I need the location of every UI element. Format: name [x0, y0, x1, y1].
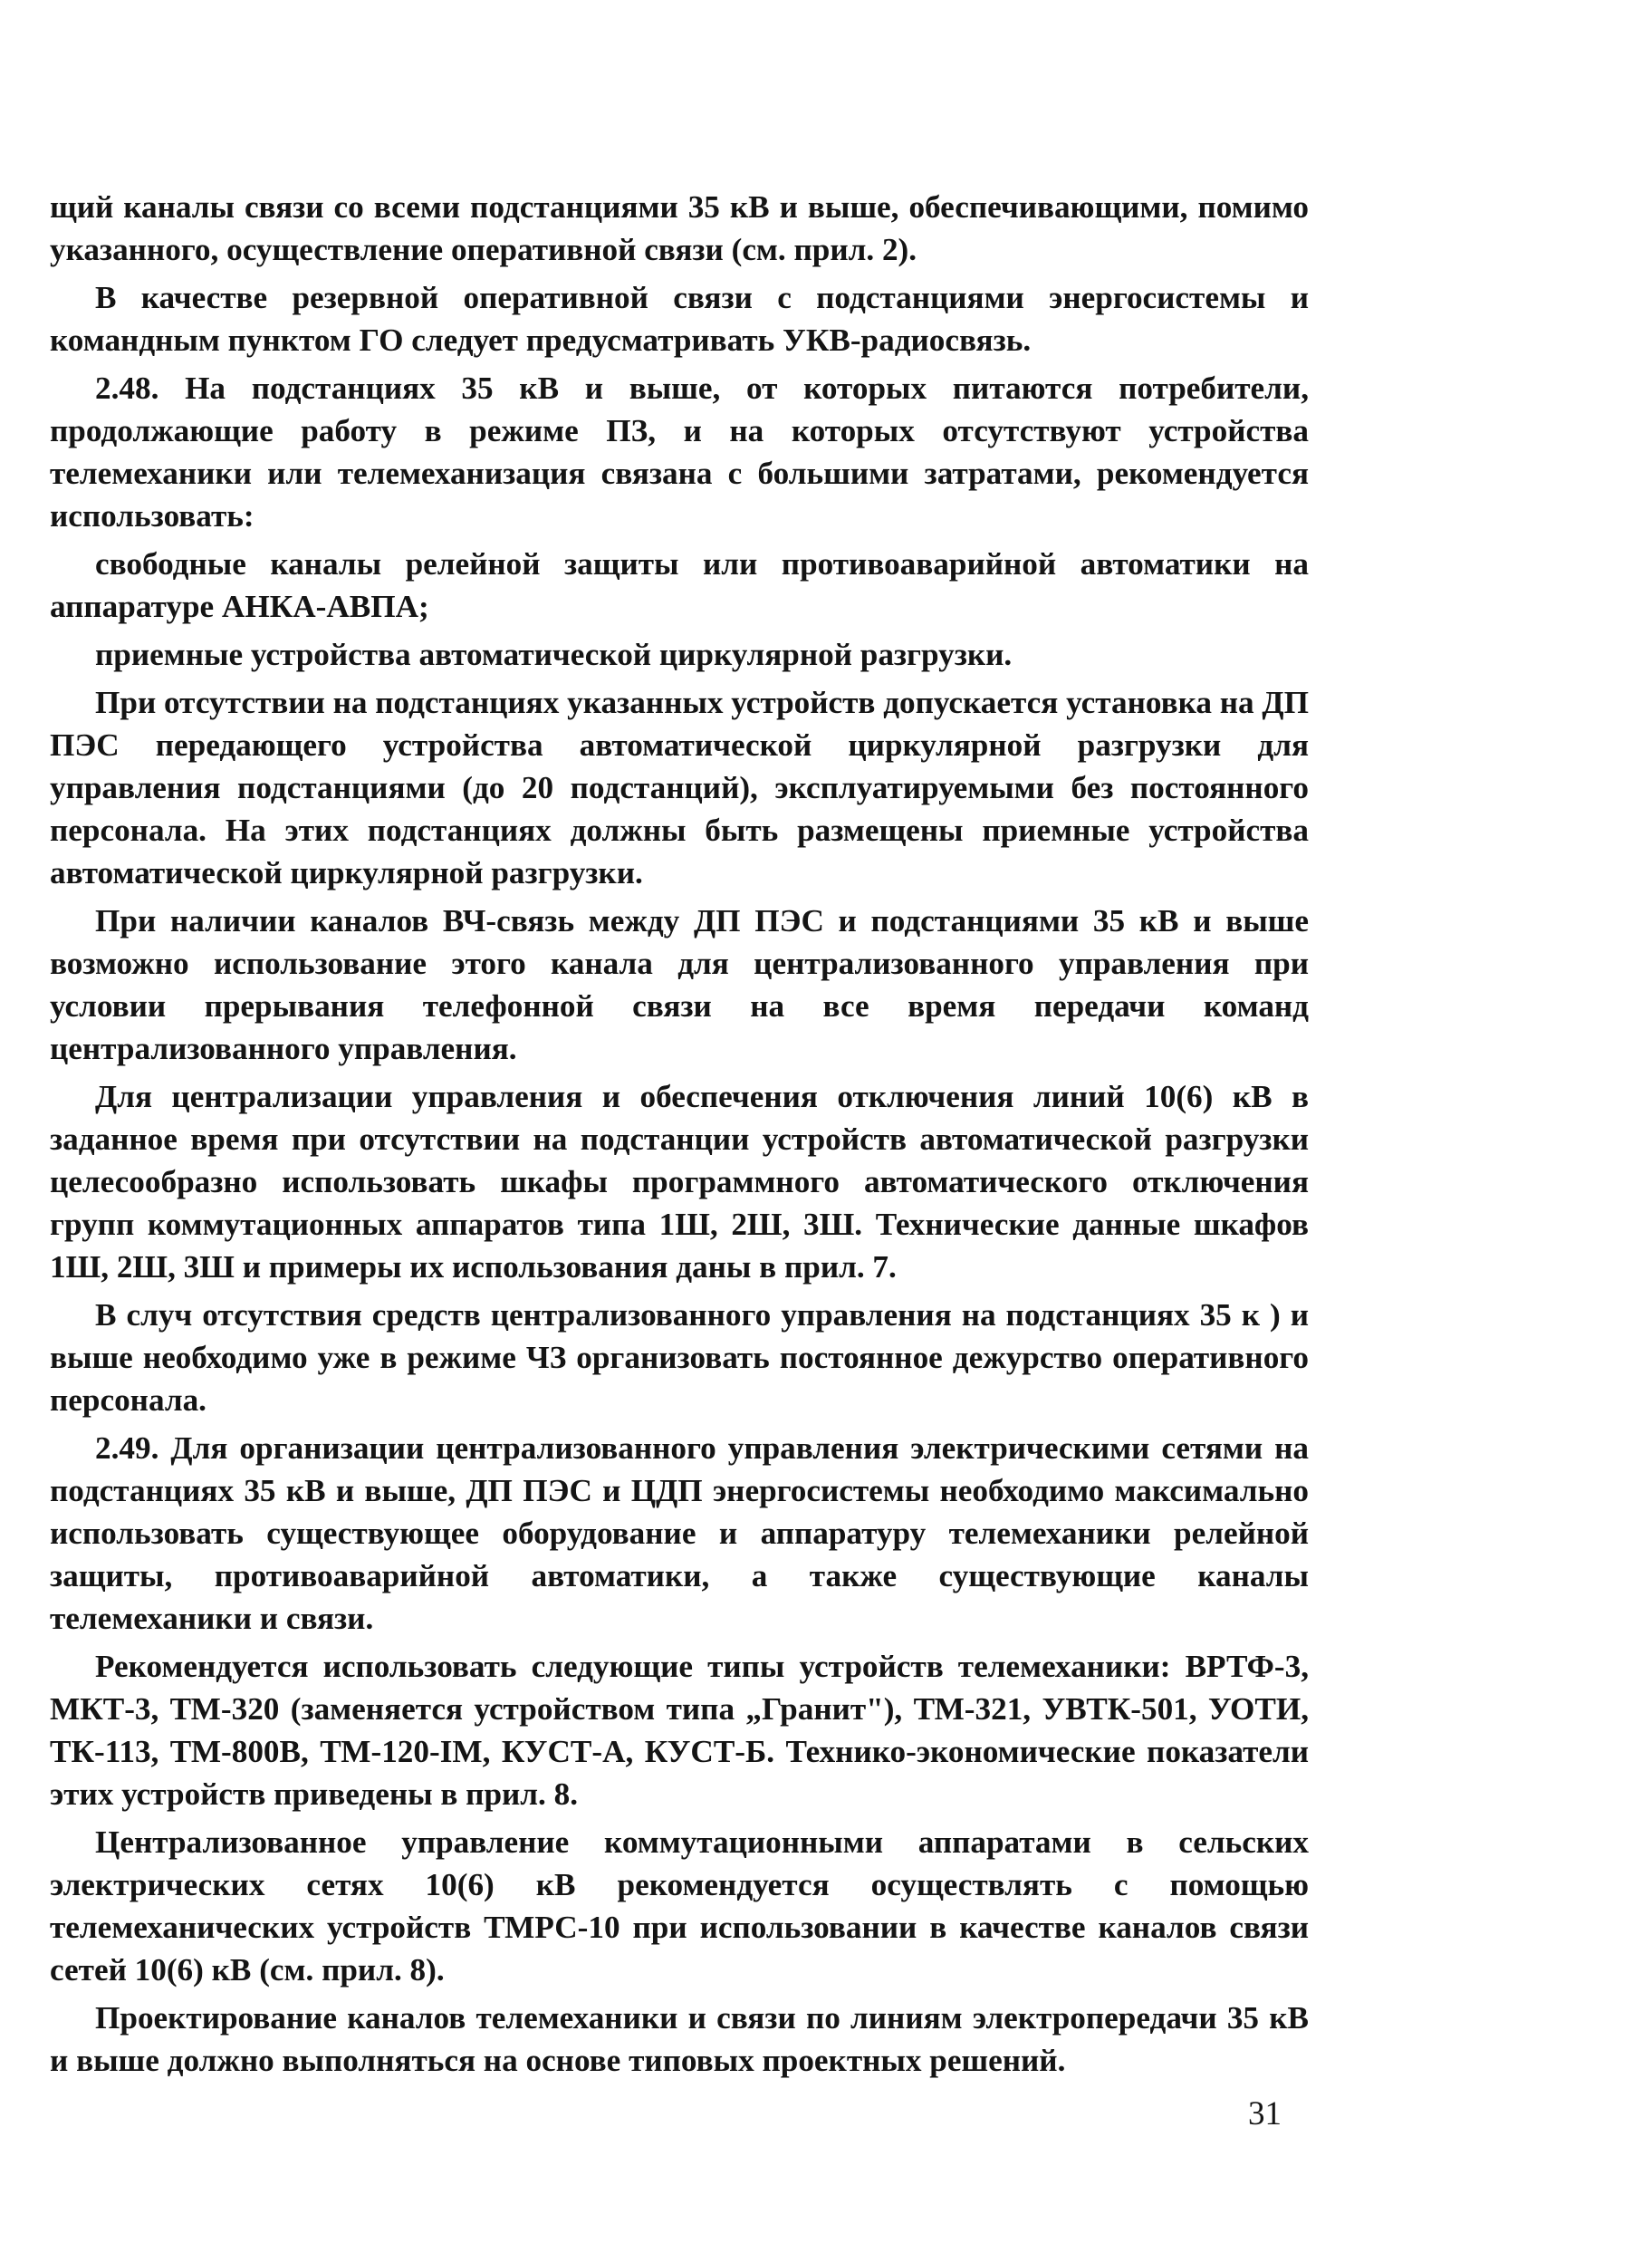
paragraph-11: Рекомендуется использовать следующие типы устройств телемеханики: ВРТФ-3, МКТ-3, ТМ-320 (заменяется устройством типа „Гранит"), ТМ-321, УВТК-501, УОТИ, ТК-113, ТМ-800В, ТМ-120-IМ, КУСТ-А, КУСТ-Б. Технико-экономические показатели этих устройств приведены в прил. 8. — [50, 1649, 1309, 1812]
section-number-2-48: 2.48. — [95, 371, 159, 406]
document-body — [50, 186, 1309, 2082]
paragraph-7: При наличии каналов ВЧ-связь между ДП ПЭС и подстанциями 35 кВ и выше возможно использование этого канала для централизованного управления при условии прерывания телефонной связи на все время передачи команд централизованного управления. — [50, 903, 1309, 1066]
paragraph-2: В качестве резервной оперативной связи с подстанциями энергосистемы и командным пунктом ГО следует предусматривать УКВ-радиосвязь. — [50, 280, 1309, 358]
list-item-2: приемные устройства автоматической циркулярной разгрузки. — [95, 637, 1013, 672]
paragraph-2-49 — [50, 1427, 1309, 1640]
paragraph-8: Для централизации управления и обеспечения отключения линий 10(6) кВ в заданное время при отсутствии на подстанции устройств автоматической разгрузки целесообразно использовать шкафы программного автоматического отключения групп коммутационных аппаратов типа 1Ш, 2Ш, 3Ш. Технические данные шкафов 1Ш, 2Ш, 3Ш и примеры их использования даны в прил. 7. — [50, 1079, 1309, 1285]
list-item-1: свободные каналы релейной защиты или противоаварийной автоматики на аппаратуре АНКА-АВПА; — [50, 546, 1309, 624]
paragraph-6: При отсутствии на подстанциях указанных устройств допускается установка на ДП ПЭС передающего устройства автоматической циркулярной разгрузки для управления подстанциями (до 20 подстанций), эксплуатируемыми без постоянного персонала. На этих подстанциях должны быть размещены приемные устройства автоматической циркулярной разгрузки. — [50, 685, 1309, 890]
paragraph-2-48 — [50, 367, 1309, 537]
paragraph-2-49-text: Для организации централизованного управления электрическими сетями на подстанциях 35 кВ и выше, ДП ПЭС и ЦДП энергосистемы необходимо максимально использовать существующее оборудование и аппаратуру телемеханики релейной защиты, противоаварийной автоматики, а также существующие каналы телемеханики и связи. — [50, 1430, 1310, 1636]
paragraph-13: Проектирование каналов телемеханики и связи по линиям электропередачи 35 кВ и выше должно выполняться на основе типовых проектных решений. — [50, 2000, 1309, 2078]
page-number: 31 — [1248, 2095, 1282, 2132]
paragraph-9: В случ отсутствия средств централизованного управления на подстанциях 35 к ) и выше необходимо уже в режиме ЧЗ организовать постоянное дежурство оперативного персонала. — [50, 1297, 1309, 1418]
paragraph-12: Централизованное управление коммутационными аппаратами в сельских электрических сетях 10(6) кВ рекомендуется осуществлять с помощью телемеханических устройств ТМРС-10 при использовании в качестве каналов связи сетей 10(6) кВ (см. прил. 8). — [50, 1824, 1309, 1988]
paragraph-1: щий каналы связи со всеми подстанциями 35 кВ и выше, обеспечивающими, помимо указанного, осуществление оперативной связи (см. прил. 2). — [50, 189, 1309, 267]
section-number-2-49: 2.49. — [95, 1430, 159, 1466]
paragraph-2-48-text: На подстанциях 35 кВ и выше, от которых питаются потребители, продолжающие работу в режиме ПЗ, и на которых отсутствуют устройства телемеханики или телемеханизация связана с большими затратами, рекомендуется использовать: — [50, 371, 1309, 534]
